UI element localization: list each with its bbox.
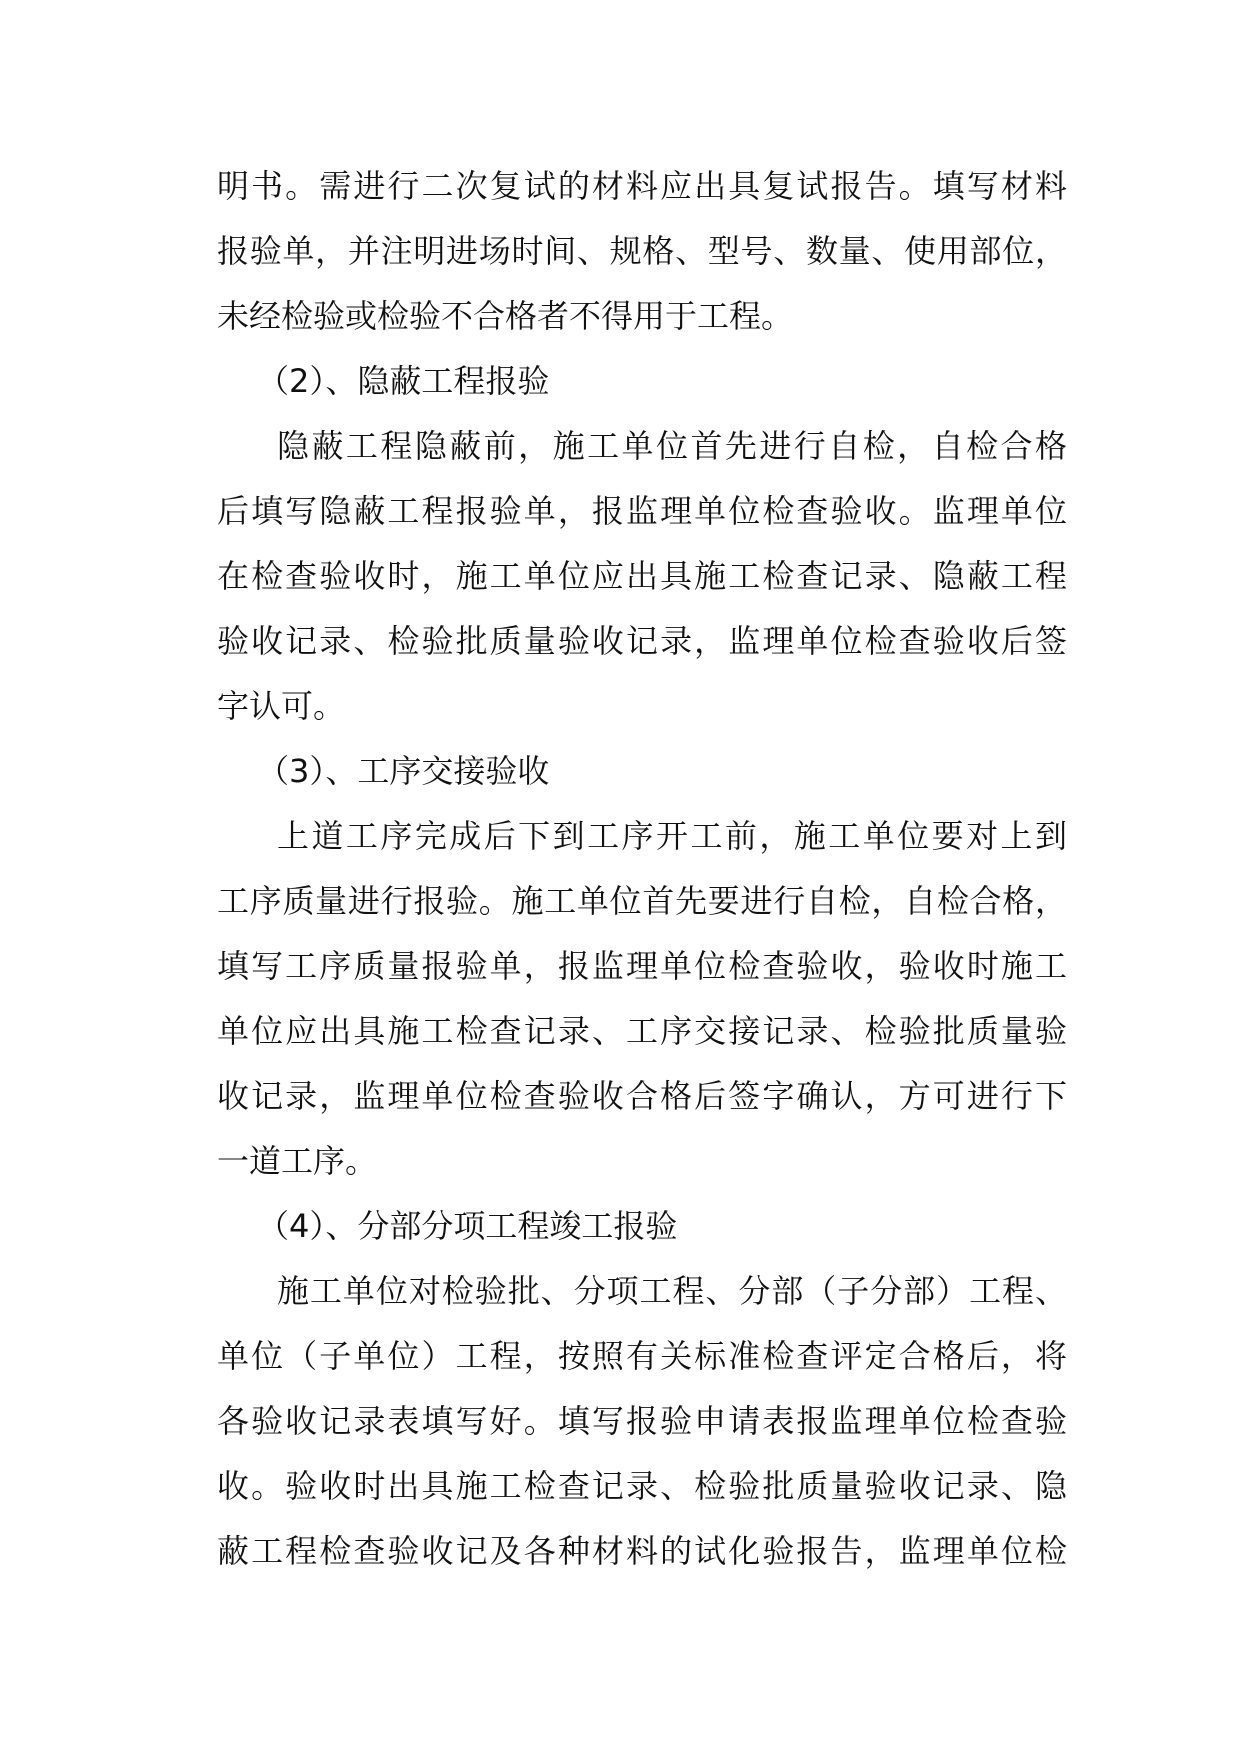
text-line: 收。验收时出具施工检查记录、检验批质量验收记录、隐 xyxy=(217,1467,1067,1505)
body-text xyxy=(217,154,1067,1584)
text-line: 填写工序质量报验单，报监理单位检查验收，验收时施工 xyxy=(217,947,1067,985)
text-line: 各验收记录表填写好。填写报验申请表报监理单位检查验 xyxy=(217,1402,1067,1440)
text-line: 蔽工程检查验收记及各种材料的试化验报告，监理单位检 xyxy=(217,1532,1067,1570)
section-heading-4: （4）、分部分项工程竣工报验 xyxy=(257,1207,678,1245)
section-heading-2: （2）、隐蔽工程报验 xyxy=(257,362,550,400)
text-line: 字认可。 xyxy=(217,687,346,725)
text-line: 收记录，监理单位检查验收合格后签字确认，方可进行下 xyxy=(217,1077,1067,1115)
text-line: 上道工序完成后下到工序开工前，施工单位要对上到 xyxy=(277,817,1067,855)
text-line: 明书。需进行二次复试的材料应出具复试报告。填写材料 xyxy=(217,167,1067,205)
text-line: 报验单，并注明进场时间、规格、型号、数量、使用部位， xyxy=(217,232,1067,270)
text-line: 后填写隐蔽工程报验单，报监理单位检查验收。监理单位 xyxy=(217,492,1067,530)
text-line: 验收记录、检验批质量验收记录，监理单位检查验收后签 xyxy=(217,622,1067,660)
text-line: 隐蔽工程隐蔽前，施工单位首先进行自检，自检合格 xyxy=(277,427,1067,465)
text-line: 一道工序。 xyxy=(217,1142,378,1180)
section-heading-3: （3）、工序交接验收 xyxy=(257,752,550,790)
text-line: 单位（子单位）工程，按照有关标准检查评定合格后，将 xyxy=(217,1337,1067,1375)
text-line: 单位应出具施工检查记录、工序交接记录、检验批质量验 xyxy=(217,1012,1067,1050)
text-line: 施工单位对检验批、分项工程、分部（子分部）工程、 xyxy=(277,1272,1067,1310)
text-line: 在检查验收时，施工单位应出具施工检查记录、隐蔽工程 xyxy=(217,557,1067,595)
text-line: 未经检验或检验不合格者不得用于工程。 xyxy=(217,297,794,335)
text-line: 工序质量进行报验。施工单位首先要进行自检，自检合格， xyxy=(217,882,1067,920)
